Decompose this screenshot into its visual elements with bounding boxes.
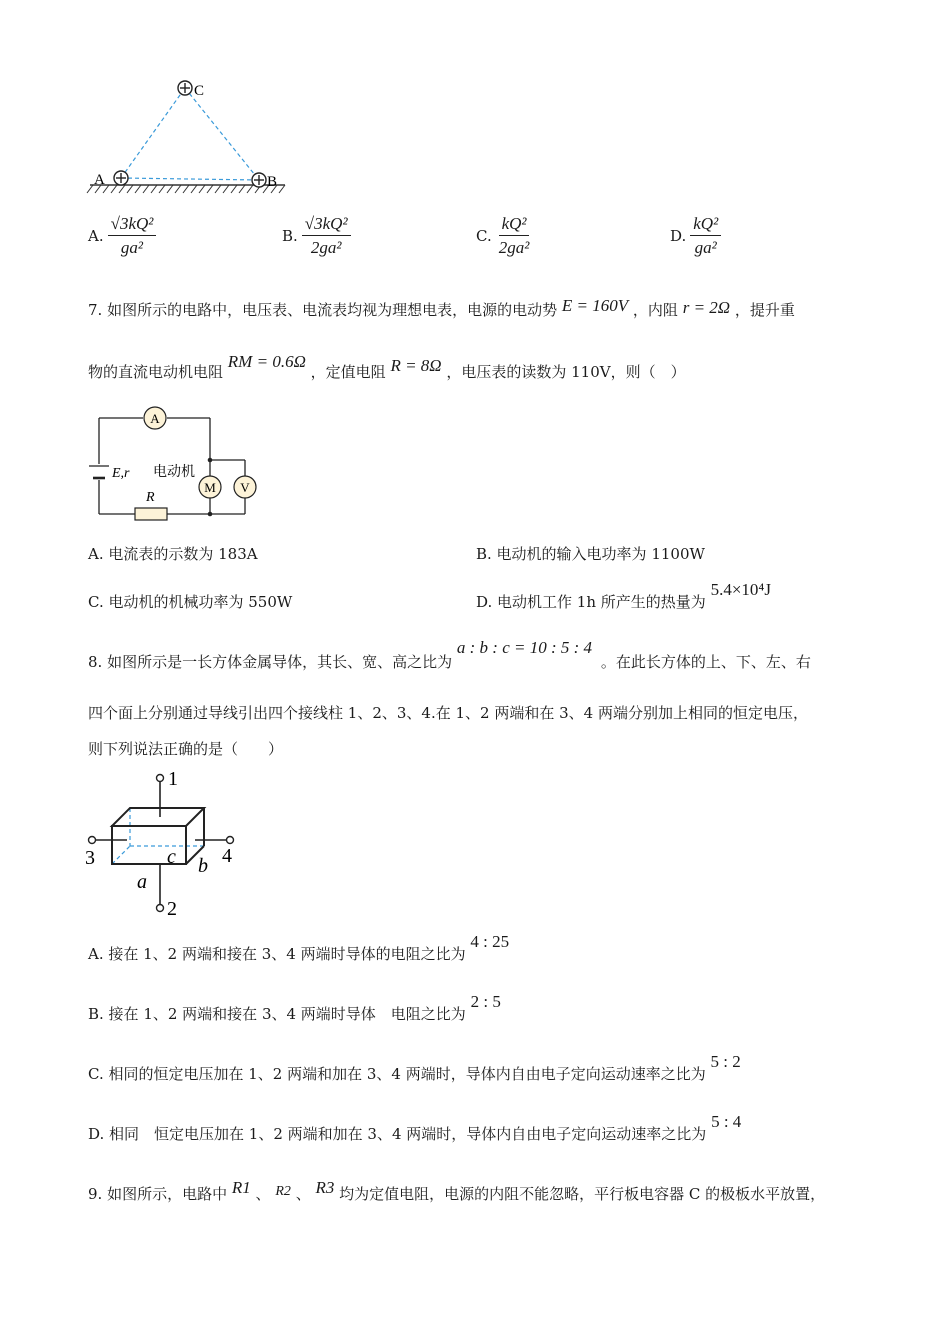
q7-option-c[interactable]: C. 电动机的机械功率为 550W bbox=[88, 593, 293, 611]
charges-triangle-figure bbox=[85, 72, 295, 197]
charge-c bbox=[178, 81, 192, 95]
q8-option-b[interactable]: B. 接在 1、2 两端和接在 3、4 两端时导体 电阻之比为 2 : 5 bbox=[88, 992, 501, 1023]
q9-stem-line1: 9. 如图所示，电路中 R1 、 R2 、 R3 均为定值电阻，电源的内阻不能忽略，平行板电容器 C 的极板水平放置， bbox=[88, 1178, 826, 1203]
q8-option-d[interactable]: D. 相同 恒定电压加在 1、2 两端和加在 3、4 两端时，导体内自由电子定向运动速率之比为 5 : 4 bbox=[88, 1112, 742, 1143]
q8-option-c-value: 5 : 2 bbox=[710, 1052, 741, 1071]
q6-option-b[interactable] bbox=[282, 214, 351, 258]
option-letter: A. bbox=[88, 227, 104, 245]
terminal-posts bbox=[89, 775, 234, 912]
q7-stem-line1: 7. 如图所示的电路中，电压表、电流表均视为理想电表，电源的电动势 E = 160V ，内阻 r = 2Ω ，提升重 bbox=[88, 296, 795, 319]
q8-option-a[interactable]: A. 接在 1、2 两端和接在 3、4 两端时导体的电阻之比为 4 : 25 bbox=[88, 932, 510, 963]
terminal-2-label: 2 bbox=[167, 898, 177, 920]
triangle-dashed-lines bbox=[121, 88, 259, 180]
source-label: E,r bbox=[112, 466, 130, 481]
cuboid-conductor-figure bbox=[82, 765, 242, 920]
svg-text:V: V bbox=[240, 480, 250, 495]
q7-option-d-value: 5.4×10⁴J bbox=[710, 580, 771, 599]
edge-a-label: a bbox=[137, 871, 147, 893]
q8-ratio: a : b : c = 10 : 5 : 4 bbox=[456, 638, 593, 657]
battery bbox=[89, 466, 109, 478]
q8-stem-line1: 8. 如图所示是一长方体金属导体，其长、宽、高之比为 a : b : c = 10 : 5 : 4 。在此长方体的上、下、左、右 bbox=[88, 638, 811, 671]
charge-a bbox=[114, 171, 128, 185]
q9-r2: R2 bbox=[275, 1184, 291, 1199]
q8-option-a-value: 4 : 25 bbox=[470, 932, 510, 951]
q6-option-a[interactable] bbox=[88, 214, 156, 258]
resistor-label: R bbox=[146, 490, 155, 505]
motor-circuit-figure bbox=[85, 400, 265, 526]
charge-b bbox=[252, 173, 266, 187]
q7-option-d[interactable]: D. 电动机工作 1h 所产生的热量为 5.4×10⁴J bbox=[476, 580, 771, 611]
label-a: A bbox=[94, 172, 105, 188]
option-letter: C. bbox=[476, 227, 492, 245]
q8-stem-line3: 则下列说法正确的是（ ） bbox=[88, 740, 284, 758]
hidden-edges bbox=[112, 808, 204, 864]
terminal-1-label: 1 bbox=[168, 768, 178, 790]
q7-internal-resistance: r = 2Ω bbox=[682, 298, 731, 317]
terminal-4-label: 4 bbox=[222, 845, 232, 867]
svg-text:A: A bbox=[150, 411, 160, 426]
motor-label: 电动机 bbox=[153, 465, 195, 480]
q7-emf: E = 160V bbox=[561, 296, 629, 315]
option-fraction: $\frac{\text{kQ²}}{\text{ga²}}$ bbox=[690, 214, 721, 258]
q6-option-c[interactable] bbox=[476, 214, 532, 258]
option-letter: B. bbox=[282, 227, 298, 245]
option-fraction: $\frac{\text{√3kQ²}}{\text{2ga²}}$ bbox=[302, 214, 351, 258]
q9-r1: R1 bbox=[231, 1178, 251, 1197]
q9-r3: R3 bbox=[315, 1178, 335, 1197]
label-b: B bbox=[267, 174, 278, 190]
voltmeter bbox=[234, 476, 256, 498]
option-fraction: $\frac{\text{kQ²}}{\text{2ga²}}$ bbox=[498, 214, 530, 257]
motor bbox=[199, 476, 221, 498]
q7-option-a[interactable]: A. 电流表的示数为 183A bbox=[88, 545, 258, 563]
option-fraction: $\frac{\text{√3kQ²}}{\text{ga²}}$ bbox=[108, 214, 157, 258]
label-c: C bbox=[194, 83, 205, 99]
edge-b-label: b bbox=[198, 855, 208, 877]
option-letter: D. bbox=[670, 227, 687, 245]
q7-option-b[interactable]: B. 电动机的输入电功率为 1100W bbox=[476, 545, 705, 563]
resistor bbox=[135, 508, 167, 520]
q8-option-c[interactable]: C. 相同的恒定电压加在 1、2 两端和加在 3、4 两端时，导体内自由电子定向运动速率之比为 5 : 2 bbox=[88, 1052, 741, 1083]
cuboid-edges bbox=[112, 808, 204, 864]
q7-fixed-resistance: R = 8Ω bbox=[390, 356, 442, 375]
q7-stem-line2: 物的直流电动机电阻 RM = 0.6Ω ，定值电阻 R = 8Ω ，电压表的读数为 110V，则（ ） bbox=[88, 352, 686, 381]
ammeter bbox=[144, 407, 166, 429]
q6-option-d[interactable] bbox=[670, 214, 721, 258]
q8-stem-line2: 四个面上分别通过导线引出四个接线柱 1、2、3、4.在 1、2 两端和在 3、4 两端分别加上相同的恒定电压， bbox=[88, 704, 808, 722]
terminal-wires bbox=[96, 782, 226, 905]
q7-motor-resistance: RM = 0.6Ω bbox=[227, 352, 306, 371]
q8-option-b-value: 2 : 5 bbox=[470, 992, 501, 1011]
terminal-3-label: 3 bbox=[85, 847, 95, 869]
svg-text:M: M bbox=[204, 480, 216, 495]
q8-option-d-value: 5 : 4 bbox=[711, 1112, 742, 1131]
edge-c-label: c bbox=[167, 846, 176, 868]
